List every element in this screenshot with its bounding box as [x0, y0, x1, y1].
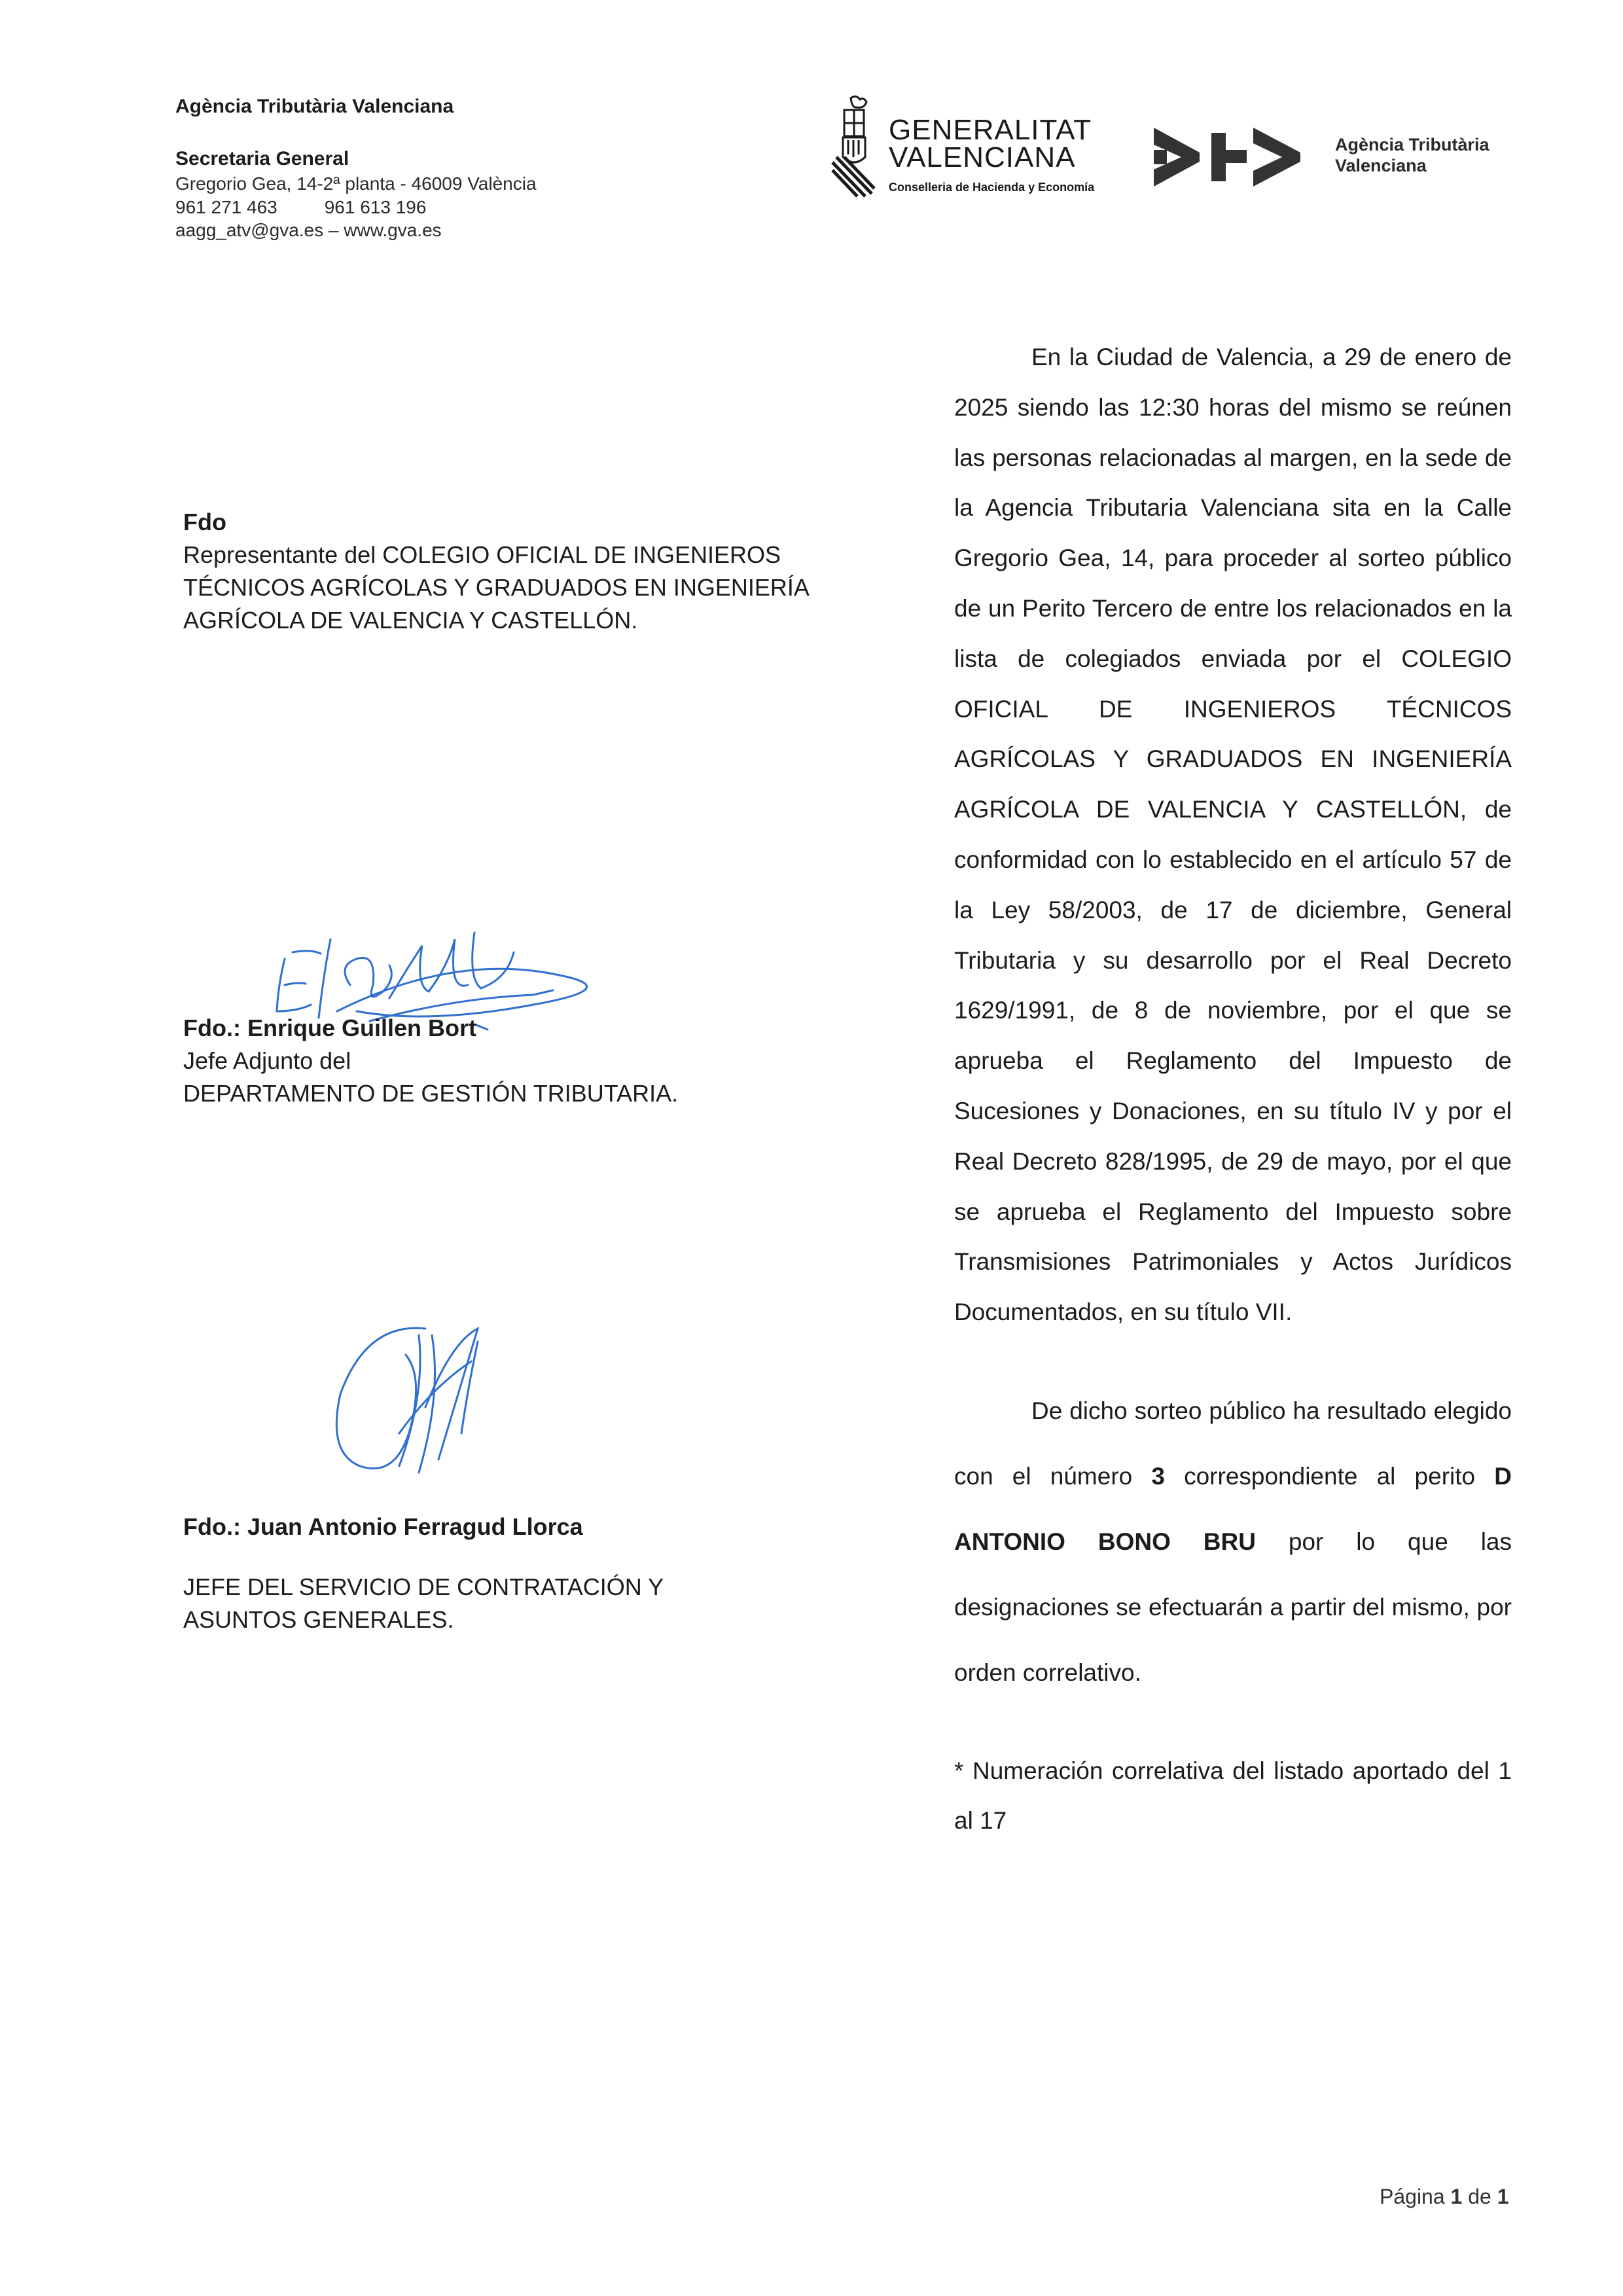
signatory-guillen-department: DEPARTAMENTO DE GESTIÓN TRIBUTARIA. [183, 1080, 679, 1107]
conselleria-name: Conselleria de Hacienda y Economía [889, 181, 1095, 194]
result-text-1: De dicho sorteo público ha resultado elegido con el número [954, 1397, 1512, 1490]
result-expert-name: D ANTONIO BONO BRU [954, 1463, 1512, 1555]
atv-line2: Valenciana [1335, 156, 1427, 175]
page-prefix: Página [1380, 2185, 1451, 2208]
header-agency-name: Agència Tributària Valenciana [175, 96, 454, 117]
result-paragraph [954, 1378, 1512, 1706]
signatory-guillen-name [183, 1012, 476, 1045]
generalitat-title [889, 114, 1092, 173]
page-total: 1 [1497, 2185, 1509, 2208]
page-current: 1 [1450, 2185, 1463, 2208]
atv-mark-icon [1149, 121, 1312, 193]
generalitat-emblem-icon [831, 92, 883, 203]
page-mid: de [1462, 2185, 1497, 2208]
fdo-label: Fdo [183, 509, 226, 535]
header-secretaria: Secretaria General [175, 148, 349, 170]
header-address: Gregorio Gea, 14-2ª planta - 46009 València [175, 173, 537, 194]
main-paragraph: En la Ciudad de Valencia, a 29 de enero de 2025 siendo las 12:30 horas del mismo se reúnen las personas relacionadas al margen, en la sede de la Agencia Tributaria Valenciana sita en la Calle Gregorio Gea, 14, para proceder al sorteo público de un Perito Tercero de entre los relacionados en la lista de colegiados enviada por el COLEGIO OFICIAL DE INGENIEROS TÉCNICOS AGRÍCOLAS Y GRADUADOS EN INGENIERÍA AGRÍCOLA DE VALENCIA Y CASTELLÓN, de conformidad con lo establecido en el artículo 57 de la Ley 58/2003, de 17 de diciembre, General Tributaria y su desarrollo por el Real Decreto 1629/1991, de 8 de noviembre, por el que se aprueba el Reglamento del Impuesto de Sucesiones y Donaciones, en su título IV y por el Real Decreto 828/1995, de 29 de mayo, por el que se aprueba el Reglamento del Impuesto sobre Transmisiones Patrimoniales y Actos Jurídicos Documentados, en su título VII. [954, 344, 1512, 1326]
generalitat-logo [831, 92, 1139, 203]
atv-line1: Agència Tributària [1335, 135, 1489, 154]
page-number [1380, 2185, 1509, 2209]
atv-logo [1149, 121, 1515, 193]
generalitat-line2: VALENCIANA [889, 141, 1076, 173]
representative-text: Representante del COLEGIO OFICIAL DE INGENIEROS TÉCNICOS AGRÍCOLAS Y GRADUADOS EN INGENIERÍA AGRÍCOLA DE VALENCIA Y CASTELLÓN. [183, 541, 808, 634]
signature-ferragud [327, 1316, 504, 1486]
result-text-3: por lo que las designaciones se efectuarán a partir del mismo, por orden correlativo. [954, 1528, 1512, 1686]
result-text-2: correspondiente al perito [1164, 1463, 1495, 1490]
signatory-ferragud-name: Fdo.: Juan Antonio Ferragud Llorca [183, 1513, 583, 1540]
header-phones [175, 197, 426, 218]
atv-name [1335, 134, 1489, 176]
signatory-guillen-label: Fdo.: Enrique Guillen Bort [183, 1014, 476, 1041]
header-phone: 961 271 463 [175, 197, 277, 217]
signatory-guillen-position: Jefe Adjunto del [183, 1047, 351, 1074]
header-fax: 961 613 196 [324, 197, 427, 217]
numbering-note: * Numeración correlativa del listado aportado del 1 al 17 [954, 1757, 1512, 1834]
generalitat-line1: GENERALITAT [889, 114, 1092, 146]
signatory-ferragud-position: JEFE DEL SERVICIO DE CONTRATACIÓN Y ASUNTOS GENERALES. [183, 1573, 664, 1633]
result-number: 3 [1151, 1463, 1165, 1490]
header-contact: aagg_atv@gva.es – www.gva.es [175, 220, 442, 240]
